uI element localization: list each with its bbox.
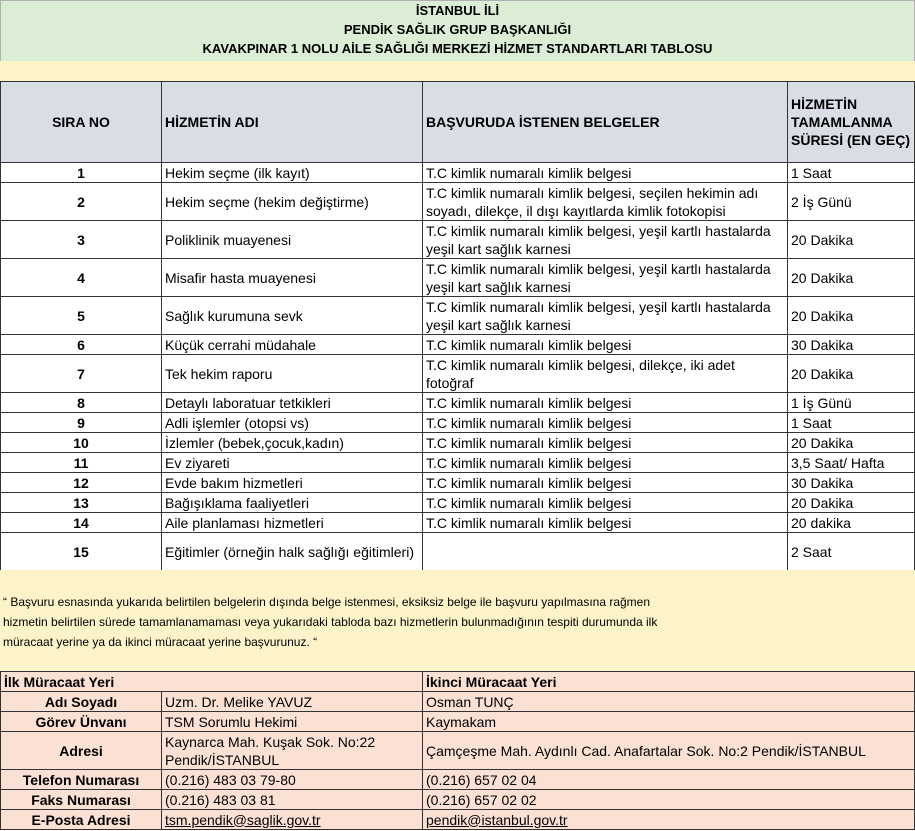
completion-time: 1 İş Günü — [788, 393, 915, 413]
table-row — [1, 355, 915, 393]
complaint-note — [0, 570, 915, 671]
required-documents: T.C kimlik numaralı kimlik belgesi, seçilen hekimin adı soyadı, dilekçe, il dışı kayıtlarda kimlik fotokopisi — [423, 183, 788, 221]
table-row — [1, 453, 915, 473]
phone-label: Telefon Numarası — [1, 770, 162, 790]
first-position-value: TSM Sorumlu Hekimi — [162, 712, 423, 732]
table-row — [1, 533, 915, 571]
table-row — [1, 183, 915, 221]
service-standards-table — [0, 81, 915, 571]
row-number: 11 — [1, 453, 162, 473]
title-table-name: KAVAKPINAR 1 NOLU AİLE SAĞLIĞI MERKEZİ HİZMET STANDARTLARI TABLOSU — [202, 41, 713, 56]
completion-time: 20 Dakika — [788, 297, 915, 335]
service-name: Misafir hasta muayenesi — [162, 259, 423, 297]
table-row — [1, 513, 915, 533]
column-header-documents: BAŞVURUDA İSTENEN BELGELER — [423, 82, 788, 163]
service-name: Bağışıklama faaliyetleri — [162, 493, 423, 513]
row-number: 4 — [1, 259, 162, 297]
position-label: Görev Ünvanı — [1, 712, 162, 732]
second-address-value: Çamçeşme Mah. Aydınlı Cad. Anafartalar Sok. No:2 Pendik/İSTANBUL — [423, 732, 915, 770]
completion-time: 20 Dakika — [788, 355, 915, 393]
first-address-value: Kaynarca Mah. Kuşak Sok. No:22 Pendik/İSTANBUL — [162, 732, 423, 770]
first-email-cell — [162, 810, 423, 830]
completion-time: 3,5 Saat/ Hafta — [788, 453, 915, 473]
completion-time: 1 Saat — [788, 413, 915, 433]
required-documents: T.C kimlik numaralı kimlik belgesi — [423, 493, 788, 513]
row-number: 2 — [1, 183, 162, 221]
row-number: 12 — [1, 473, 162, 493]
required-documents: T.C kimlik numaralı kimlik belgesi — [423, 163, 788, 183]
completion-time: 30 Dakika — [788, 335, 915, 355]
name-label: Adı Soyadı — [1, 692, 162, 712]
required-documents: T.C kimlik numaralı kimlik belgesi, yeşil kartlı hastalarda yeşil kart sağlık karnesi — [423, 221, 788, 259]
table-row — [1, 473, 915, 493]
required-documents: T.C kimlik numaralı kimlik belgesi — [423, 453, 788, 473]
first-email-link[interactable]: tsm.pendik@saglik.gov.tr — [165, 811, 321, 828]
title-directorate: PENDİK SAĞLIK GRUP BAŞKANLIĞI — [343, 22, 572, 37]
completion-time: 20 Dakika — [788, 493, 915, 513]
table-row — [1, 163, 915, 183]
column-header-no: SIRA NO — [1, 82, 162, 163]
required-documents: T.C kimlik numaralı kimlik belgesi, dilekçe, iki adet fotoğraf — [423, 355, 788, 393]
completion-time: 30 Dakika — [788, 473, 915, 493]
title-province: İSTANBUL İLİ — [415, 3, 500, 18]
row-number: 13 — [1, 493, 162, 513]
row-number: 6 — [1, 335, 162, 355]
table-row — [1, 221, 915, 259]
completion-time: 2 İş Günü — [788, 183, 915, 221]
completion-time: 2 Saat — [788, 533, 915, 571]
spacer-band — [0, 61, 915, 81]
first-phone-value: (0.216) 483 03 79-80 — [162, 770, 423, 790]
row-number: 14 — [1, 513, 162, 533]
first-office-heading: İlk Müracaat Yeri — [1, 672, 423, 692]
completion-time: 20 Dakika — [788, 259, 915, 297]
service-name: Detaylı laboratuar tetkikleri — [162, 393, 423, 413]
service-name: Aile planlaması hizmetleri — [162, 513, 423, 533]
note-line-3: müracaat yerine ya da ikinci müracaat yerine başvurunuz. “ — [3, 635, 318, 649]
service-name: Poliklinik muayenesi — [162, 221, 423, 259]
required-documents — [423, 533, 788, 571]
second-name-value: Osman TUNÇ — [423, 692, 915, 712]
fax-label: Faks Numarası — [1, 790, 162, 810]
required-documents: T.C kimlik numaralı kimlik belgesi — [423, 433, 788, 453]
table-row — [1, 433, 915, 453]
row-number: 15 — [1, 533, 162, 571]
row-number: 8 — [1, 393, 162, 413]
completion-time: 20 Dakika — [788, 221, 915, 259]
table-body — [1, 163, 915, 571]
service-name: Hekim seçme (hekim değiştirme) — [162, 183, 423, 221]
required-documents: T.C kimlik numaralı kimlik belgesi, yeşil kartlı hastalarda yeşil kart sağlık karnesi — [423, 297, 788, 335]
email-label: E-Posta Adresi — [1, 810, 162, 830]
service-name: Küçük cerrahi müdahale — [162, 335, 423, 355]
table-row — [1, 413, 915, 433]
service-name: Tek hekim raporu — [162, 355, 423, 393]
required-documents: T.C kimlik numaralı kimlik belgesi — [423, 413, 788, 433]
second-office-heading: İkinci Müracaat Yeri — [423, 672, 915, 692]
row-number: 5 — [1, 297, 162, 335]
second-email-link[interactable]: pendik@istanbul.gov.tr — [426, 811, 568, 828]
second-position-value: Kaymakam — [423, 712, 915, 732]
completion-time: 20 dakika — [788, 513, 915, 533]
required-documents: T.C kimlik numaralı kimlik belgesi, yeşil kartlı hastalarda yeşil kart sağlık karnesi — [423, 259, 788, 297]
table-row — [1, 493, 915, 513]
required-documents: T.C kimlik numaralı kimlik belgesi — [423, 513, 788, 533]
contact-table — [0, 671, 915, 830]
row-number: 9 — [1, 413, 162, 433]
service-name: Hekim seçme (ilk kayıt) — [162, 163, 423, 183]
completion-time: 1 Saat — [788, 163, 915, 183]
second-fax-value: (0.216) 657 02 02 — [423, 790, 915, 810]
row-number: 3 — [1, 221, 162, 259]
row-number: 1 — [1, 163, 162, 183]
table-row — [1, 335, 915, 355]
note-line-1: “ Başvuru esnasında yukarıda belirtilen belgelerin dışında belge istenmesi, eksiksiz belge ile başvuru yapılmasına rağmen — [3, 595, 651, 609]
address-label: Adresi — [1, 732, 162, 770]
required-documents: T.C kimlik numaralı kimlik belgesi — [423, 393, 788, 413]
service-name: Sağlık kurumuna sevk — [162, 297, 423, 335]
service-name: Eğitimler (örneğin halk sağlığı eğitimleri) — [162, 533, 423, 571]
service-name: Adli işlemler (otopsi vs) — [162, 413, 423, 433]
required-documents: T.C kimlik numaralı kimlik belgesi — [423, 335, 788, 355]
service-name: İzlemler (bebek,çocuk,kadın) — [162, 433, 423, 453]
second-phone-value: (0.216) 657 02 04 — [423, 770, 915, 790]
column-header-duration: HİZMETİN TAMAMLANMA SÜRESİ (EN GEÇ) — [788, 82, 915, 163]
title-block — [0, 0, 915, 62]
service-name: Ev ziyareti — [162, 453, 423, 473]
second-email-cell — [423, 810, 915, 830]
row-number: 10 — [1, 433, 162, 453]
table-row — [1, 393, 915, 413]
row-number: 7 — [1, 355, 162, 393]
first-fax-value: (0.216) 483 03 81 — [162, 790, 423, 810]
first-name-value: Uzm. Dr. Melike YAVUZ — [162, 692, 423, 712]
table-row — [1, 297, 915, 335]
service-name: Evde bakım hizmetleri — [162, 473, 423, 493]
column-header-service: HİZMETİN ADI — [162, 82, 423, 163]
table-row — [1, 259, 915, 297]
completion-time: 20 Dakika — [788, 433, 915, 453]
note-line-2: hizmetin belirtilen sürede tamamlanamaması veya yukarıdaki tabloda bazı hizmetlerin bulunmadığının tespiti durumunda ilk — [3, 615, 658, 629]
required-documents: T.C kimlik numaralı kimlik belgesi — [423, 473, 788, 493]
